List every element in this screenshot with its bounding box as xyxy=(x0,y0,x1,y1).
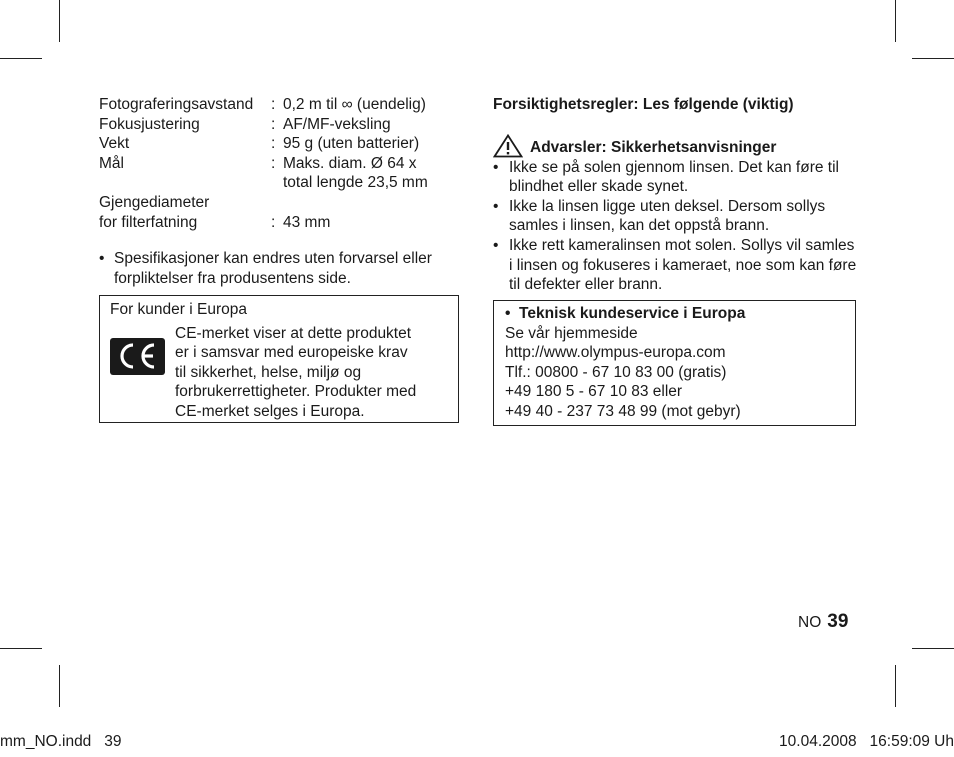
page-number xyxy=(798,612,848,633)
ce-mark-logo xyxy=(110,338,165,375)
warning-item xyxy=(493,197,858,236)
spec-row xyxy=(99,173,469,193)
crop-mark xyxy=(895,0,896,42)
spec-colon: : xyxy=(271,154,276,172)
spec-label: Fokusjustering xyxy=(99,115,200,133)
spec-value: 95 g (uten batterier) xyxy=(283,135,420,153)
ce-line: forbrukerrettigheter. Produkter med xyxy=(175,383,417,401)
service-phone: +49 180 5 - 67 10 83 eller xyxy=(505,383,683,401)
spec-colon: : xyxy=(271,135,276,153)
eu-customers-box xyxy=(99,295,459,423)
spec-value: 43 mm xyxy=(283,213,331,231)
spec-colon xyxy=(271,193,283,213)
spec-label: for filterfatning xyxy=(99,213,198,231)
spec-label: Gjengediameter xyxy=(99,193,210,211)
ce-line: CE-merket viser at dette produktet xyxy=(175,324,412,342)
warning-heading-row xyxy=(493,134,858,158)
spec-colon: : xyxy=(271,213,276,231)
spec-label: Vekt xyxy=(99,135,130,153)
spec-note xyxy=(99,249,461,288)
crop-mark xyxy=(0,58,42,59)
footer-file-name: mm_NO.indd 39 xyxy=(0,733,122,750)
spec-value: AF/MF-veksling xyxy=(283,115,391,133)
service-phone: Tlf.: 00800 - 67 10 83 00 (gratis) xyxy=(505,363,727,381)
service-heading: • Teknisk kundeservice i Europa xyxy=(505,305,746,322)
spec-value: total lengde 23,5 mm xyxy=(283,174,428,192)
ce-line: CE-merket selges i Europa. xyxy=(175,402,365,420)
spec-value: Maks. diam. Ø 64 x xyxy=(283,154,417,172)
ce-line: er i samsvar med europeiske krav xyxy=(175,344,408,362)
warning-heading: Advarsler: Sikkerhetsanvisninger xyxy=(530,139,777,156)
spec-label: Mål xyxy=(99,154,124,172)
service-url: http://www.olympus-europa.com xyxy=(505,344,726,362)
spec-colon: : xyxy=(271,96,276,113)
warning-item xyxy=(493,236,858,295)
spec-table xyxy=(99,95,469,288)
spec-note-text: Spesifikasjoner kan endres uten forvarsel eller forpliktelser fra produsentens side. xyxy=(114,250,432,287)
bullet-dot: • xyxy=(493,158,499,176)
bullet-dot: • xyxy=(99,250,105,268)
crop-mark xyxy=(59,665,60,707)
crop-mark xyxy=(0,648,42,649)
spec-colon: : xyxy=(271,115,276,133)
service-line: Se vår hjemmeside xyxy=(505,324,638,342)
spec-value: 0,2 m til ∞ (uendelig) xyxy=(283,96,426,113)
customer-service-box xyxy=(493,300,856,426)
language-code: NO xyxy=(798,614,822,631)
crop-mark xyxy=(59,0,60,42)
service-phone: +49 40 - 237 73 48 99 (mot gebyr) xyxy=(505,402,741,420)
spec-label xyxy=(99,173,271,193)
spec-colon xyxy=(271,173,283,193)
page-number-value: 39 xyxy=(827,611,849,632)
spec-label: Fotograferingsavstand xyxy=(99,96,254,113)
spec-value xyxy=(283,193,469,213)
precautions-section xyxy=(493,95,858,295)
warning-triangle-icon xyxy=(493,134,523,158)
spec-row xyxy=(99,95,469,115)
warning-text: Ikke rett kameralinsen mot solen. Sollys vil samles i linsen og fokuseres i kameraet, noe som kan føre til defekter eller brann. xyxy=(509,236,857,294)
spec-row xyxy=(99,213,469,233)
bullet-dot: • xyxy=(493,236,499,254)
spec-row xyxy=(99,134,469,154)
warning-item xyxy=(493,158,858,197)
crop-mark xyxy=(895,665,896,707)
warning-text: Ikke se på solen gjennom linsen. Det kan føre til blindhet eller skade synet. xyxy=(509,158,839,196)
crop-mark xyxy=(912,58,954,59)
crop-mark xyxy=(912,648,954,649)
precautions-title: Forsiktighetsregler: Les følgende (viktig) xyxy=(493,96,794,113)
spec-row xyxy=(99,193,469,213)
spec-row xyxy=(99,115,469,135)
warning-text: Ikke la linsen ligge uten deksel. Dersom sollys samles i linsen, kan det oppstå brann. xyxy=(509,197,826,235)
eu-box-heading: For kunder i Europa xyxy=(110,301,247,318)
bullet-dot: • xyxy=(493,197,499,215)
ce-line: til sikkerhet, helse, miljø og xyxy=(175,363,362,381)
footer-timestamp: 10.04.2008 16:59:09 Uh xyxy=(779,733,954,750)
spec-row xyxy=(99,154,469,174)
ce-description xyxy=(175,324,448,422)
